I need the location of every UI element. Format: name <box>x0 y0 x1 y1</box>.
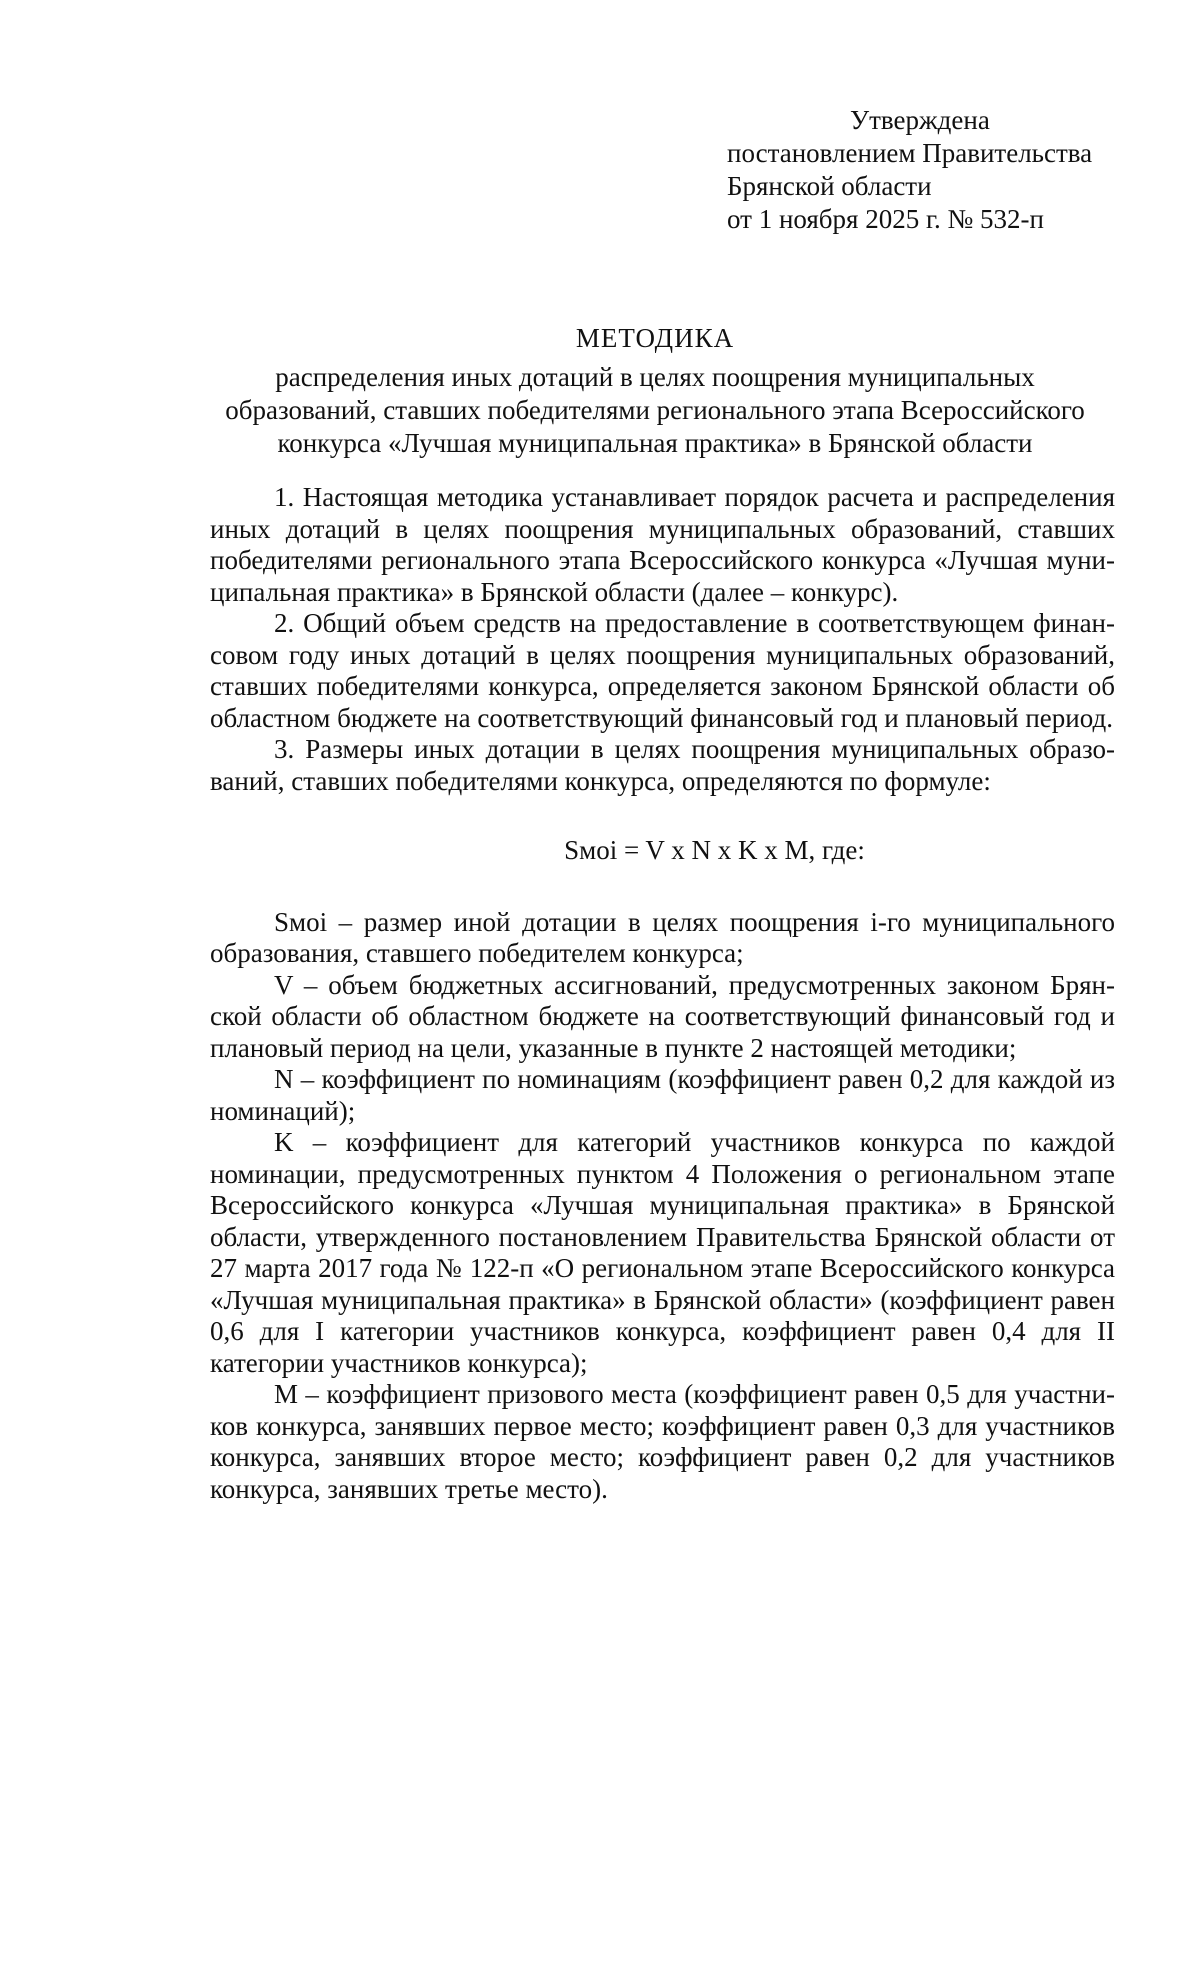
paragraph-1: 1. Настоящая методика устанавливает порядок расчета и распределения иных дотаций в целях поощрения муниципальных образований, ставших победителями регионального этапа Всероссийского конкурса «Лучшая муниципальная практика» в Брянской области (далее – конкурс). <box>210 482 1115 607</box>
document-title-block <box>205 322 1105 460</box>
definition-n: N – коэффициент по номинациям (коэффициент равен 0,2 для каждой из номинаций); <box>210 1064 1115 1126</box>
document-subtitle-line-1: распределения иных дотаций в целях поощрения муниципальных <box>275 362 1035 392</box>
document-subtitle-line-2: образований, ставших победителями регионального этапа Всероссийского <box>225 395 1085 425</box>
approval-line-resolution: постановлением Правительства <box>727 138 1093 168</box>
approval-stamp <box>727 104 1092 236</box>
formula: Sмоi = V x N x K x M, где: <box>564 835 865 865</box>
paragraph-3: 3. Размеры иных дотации в целях поощрения муниципальных образований, ставших победителями конкурса, определяются по формуле: <box>210 734 1115 796</box>
approval-line-date-number: от 1 ноября 2025 г. № 532-п <box>727 204 1044 234</box>
document-title: МЕТОДИКА <box>575 323 735 353</box>
approval-line-approved: Утверждена <box>850 105 990 135</box>
definition-m: M – коэффициент призового места (коэффициент равен 0,5 для участников конкурса, занявших первое место; коэффициент равен 0,3 для участников конкурса, занявших второе место; коэффициент равен 0,2 для участников конкурса, занявших третье место). <box>210 1379 1115 1504</box>
definition-smoi: Sмоi – размер иной дотации в целях поощрения i-го муниципального образования, ставшего победителем конкурса; <box>210 906 1115 968</box>
document-subtitle-line-3: конкурса «Лучшая муниципальная практика» в Брянской области <box>277 428 1033 458</box>
document-body <box>210 482 1115 1505</box>
definition-v: V – объем бюджетных ассигнований, предусмотренных законом Брянской области об областном бюджете на соответствующий финансовый год и плановый период на цели, указанные в пункте 2 настоящей методики; <box>210 969 1115 1063</box>
paragraph-2: 2. Общий объем средств на предоставление в соответствующем финансовом году иных дотаций в целях поощрения муниципальных образований, ставших победителями конкурса, определяется законом Брянской области об областном бюджете на соответствующий финансовый год и плановый период. <box>210 608 1115 733</box>
approval-line-region: Брянской области <box>727 171 932 201</box>
definition-k: K – коэффициент для категорий участников конкурса по каждой номинации, предусмотренных пунктом 4 Положения о региональном этапе Всероссийского конкурса «Лучшая муниципальная практика» в Брянской области, утвержденного постановлением Правительства Брянской области от 27 марта 2017 года № 122-п «О региональном этапе Всероссийского конкурса «Лучшая муниципальная практика» в Брянской области» (коэффициент равен 0,6 для I категории участников конкурса, коэффициент равен 0,4 для II категории участников конкурса); <box>210 1127 1115 1378</box>
